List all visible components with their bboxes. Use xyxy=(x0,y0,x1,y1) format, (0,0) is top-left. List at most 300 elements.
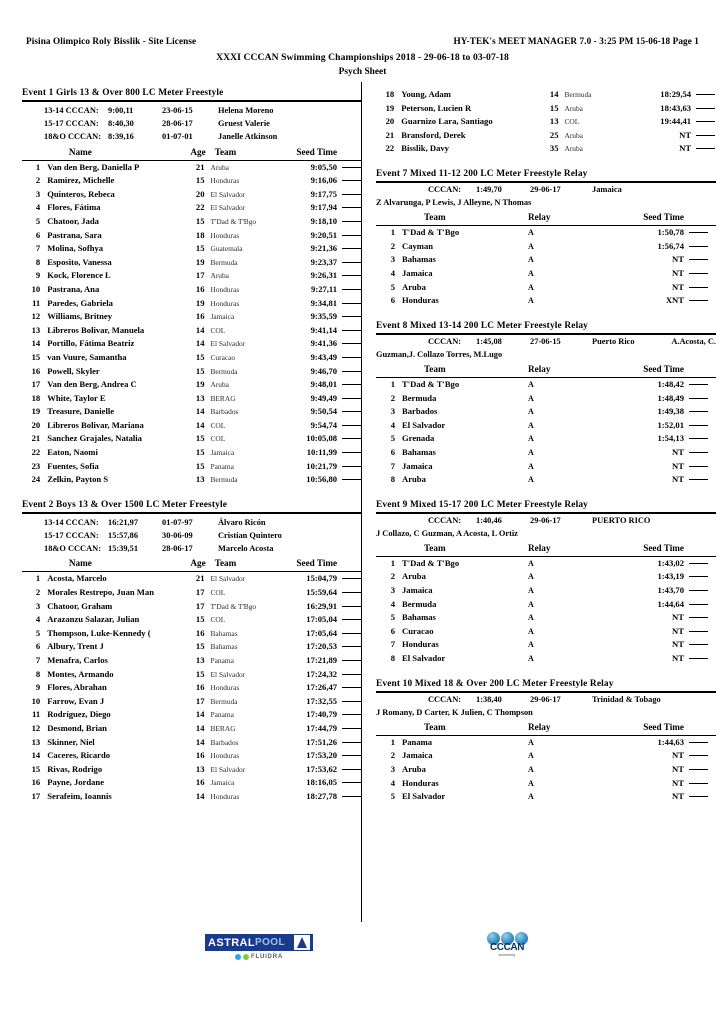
entry-relay-letter: A xyxy=(528,765,534,775)
result-blank-line[interactable] xyxy=(684,777,710,791)
entry-seed-time: 9:17,94 xyxy=(310,202,338,213)
result-blank-line[interactable] xyxy=(691,102,716,116)
entry-team: Honduras xyxy=(210,791,240,801)
event-title: Event 10 Mixed 18 & Over 200 LC Meter Freestyle Relay xyxy=(376,678,614,689)
result-blank-line[interactable] xyxy=(337,337,362,351)
entry-place: 22 xyxy=(385,143,395,154)
entry-place: 5 xyxy=(390,281,395,292)
entry-team: Aruba xyxy=(402,764,426,775)
entry-place: 12 xyxy=(31,723,41,733)
entry-place: 21 xyxy=(31,433,41,444)
entry-name: Guarnizo Lara, Santiago xyxy=(401,116,493,127)
result-blank-line[interactable] xyxy=(337,324,362,338)
record-date: 01-07-97 xyxy=(162,517,193,527)
relay-entry-row xyxy=(376,294,716,308)
entry-relay-letter: A xyxy=(528,255,534,265)
result-blank-line[interactable] xyxy=(684,473,710,487)
result-blank-line[interactable] xyxy=(337,283,362,297)
result-blank-line[interactable] xyxy=(337,174,362,188)
entry-name: Thompson, Luke-Kennedy ( xyxy=(47,627,151,638)
result-blank-line[interactable] xyxy=(337,654,362,668)
entry-age: 15 xyxy=(195,351,205,362)
record-holder: Cristian Quintero xyxy=(218,531,282,541)
entry-name: Libreros Bolivar, Mariana xyxy=(47,419,144,430)
event-block-2-continued xyxy=(376,88,716,156)
entry-age: 21 xyxy=(195,573,205,584)
entry-place: 2 xyxy=(390,750,395,761)
record-holder: Jamaica xyxy=(592,184,622,194)
entry-team: Honduras xyxy=(210,176,240,186)
entry-place: 18 xyxy=(385,89,395,99)
entry-age: 16 xyxy=(195,283,205,294)
col-header-seed: Seed Time xyxy=(296,146,338,157)
entry-place: 13 xyxy=(31,324,41,335)
relay-entry-row xyxy=(376,446,716,460)
result-blank-line[interactable] xyxy=(337,776,362,790)
record-label: CCCAN: xyxy=(428,336,462,346)
result-blank-line[interactable] xyxy=(684,625,710,639)
entry-row xyxy=(22,283,362,297)
record-label: 18&O CCCAN: xyxy=(44,544,101,554)
entry-place: 5 xyxy=(390,791,395,802)
result-blank-line[interactable] xyxy=(337,188,362,202)
entry-seed-time: 18:43,63 xyxy=(660,102,692,113)
entry-team: El Salvador xyxy=(402,419,446,430)
entry-seed-time: 9:26,31 xyxy=(310,270,338,281)
entry-team: Bermuda xyxy=(402,392,437,403)
entry-place: 16 xyxy=(31,365,41,376)
entry-seed-time: 17:21,89 xyxy=(306,655,338,666)
table-header xyxy=(376,210,716,224)
result-blank-line[interactable] xyxy=(691,142,716,156)
entry-relay-letter: A xyxy=(528,792,534,802)
result-blank-line[interactable] xyxy=(337,405,362,419)
entry-relay-letter: A xyxy=(528,393,534,403)
result-blank-line[interactable] xyxy=(684,570,710,584)
entry-name: Williams, Britney xyxy=(47,311,112,322)
result-blank-line[interactable] xyxy=(337,419,362,433)
entry-age: 13 xyxy=(195,392,205,403)
relay-entry-row xyxy=(376,652,716,666)
result-blank-line[interactable] xyxy=(337,378,362,392)
entry-row xyxy=(22,681,362,695)
entry-name: Van den Berg, Daniella P xyxy=(47,161,140,172)
entry-place: 9 xyxy=(35,270,41,281)
entry-age: 15 xyxy=(195,365,205,376)
record-time: 1:49,70 xyxy=(476,184,502,194)
entry-row xyxy=(22,708,362,722)
entry-age: 22 xyxy=(195,202,205,213)
record-label: CCCAN: xyxy=(428,694,462,704)
result-blank-line[interactable] xyxy=(337,446,362,460)
entry-team: Bahamas xyxy=(402,446,436,457)
entry-seed-time: NT xyxy=(672,446,684,457)
entry-place: 17 xyxy=(31,379,41,390)
record-label: 15-17 CCCAN: xyxy=(44,119,99,129)
result-blank-line[interactable] xyxy=(337,392,362,406)
entry-team: COL xyxy=(210,588,226,598)
event-title: Event 2 Boys 13 & Over 1500 LC Meter Freestyle xyxy=(22,499,228,510)
entry-name: Ramirez, Michelle xyxy=(47,175,115,186)
entry-relay-letter: A xyxy=(528,296,534,306)
entry-place: 4 xyxy=(35,202,41,213)
entry-row xyxy=(22,337,362,351)
result-blank-line[interactable] xyxy=(337,736,362,750)
result-blank-line[interactable] xyxy=(337,640,362,654)
entry-team: Aruba xyxy=(564,130,583,140)
entry-team: T'Dad & T'Bgo xyxy=(210,601,257,611)
entry-seed-time: 9:34,81 xyxy=(310,297,338,308)
result-blank-line[interactable] xyxy=(337,600,362,614)
result-blank-line[interactable] xyxy=(684,432,710,446)
entry-place: 1 xyxy=(35,573,41,584)
entry-age: 15 xyxy=(195,614,205,625)
entry-row xyxy=(22,627,362,641)
result-blank-line[interactable] xyxy=(337,201,362,215)
record-row xyxy=(376,335,716,348)
entry-place: 1 xyxy=(35,161,41,172)
astral-triangle-icon xyxy=(294,935,310,950)
entry-row xyxy=(22,161,362,175)
relay-entry-row xyxy=(376,736,716,750)
entry-team: T'Dad & T'Bgo xyxy=(402,557,460,568)
entry-place: 18 xyxy=(31,392,41,403)
record-row xyxy=(22,104,362,117)
entry-name: Skinner, Niel xyxy=(47,736,95,747)
record-label: 13-14 CCCAN: xyxy=(44,517,99,527)
entry-seed-time: NT xyxy=(672,639,684,650)
entry-seed-time: 18:16,05 xyxy=(306,777,338,788)
result-blank-line[interactable] xyxy=(684,611,710,625)
result-blank-line[interactable] xyxy=(337,681,362,695)
entry-age: 16 xyxy=(195,777,205,788)
entry-row xyxy=(22,473,362,487)
relay-entry-row xyxy=(376,790,716,804)
entry-place: 1 xyxy=(390,227,395,238)
entry-seed-time: NT xyxy=(672,281,684,292)
result-blank-line[interactable] xyxy=(684,253,710,267)
result-blank-line[interactable] xyxy=(691,88,716,102)
entry-name: van Vuure, Samantha xyxy=(47,351,127,362)
entry-team: Cayman xyxy=(402,240,434,251)
entry-place: 6 xyxy=(390,625,395,636)
result-blank-line[interactable] xyxy=(684,226,710,240)
entry-age: 17 xyxy=(195,600,205,611)
result-blank-line[interactable] xyxy=(337,351,362,365)
result-blank-line[interactable] xyxy=(337,790,362,804)
result-blank-line[interactable] xyxy=(684,584,710,598)
entry-place: 2 xyxy=(390,571,395,582)
result-blank-line[interactable] xyxy=(337,297,362,311)
entry-row xyxy=(22,229,362,243)
result-blank-line[interactable] xyxy=(684,419,710,433)
col-header-place xyxy=(376,362,402,376)
entry-row xyxy=(22,269,362,283)
entry-team: El Salvador xyxy=(210,203,246,213)
event-block-10 xyxy=(376,679,716,804)
fluidra-subbrand xyxy=(205,954,313,960)
result-blank-line[interactable] xyxy=(684,267,710,281)
entry-age: 14 xyxy=(195,723,205,733)
result-blank-line[interactable] xyxy=(337,473,362,487)
entry-team: El Salvador xyxy=(210,764,246,774)
col-header-place xyxy=(376,541,402,555)
record-list xyxy=(22,104,362,144)
entry-relay-letter: A xyxy=(528,737,534,747)
entry-seed-time: 1:54,13 xyxy=(657,433,684,444)
entry-relay-letter: A xyxy=(528,407,534,417)
result-blank-line[interactable] xyxy=(337,215,362,229)
result-blank-line[interactable] xyxy=(337,432,362,446)
entry-team: Bermuda xyxy=(210,475,238,485)
entry-place: 3 xyxy=(35,188,41,199)
entry-seed-time: 10:21,79 xyxy=(306,460,338,471)
entry-team: Aruba xyxy=(210,271,229,281)
entry-relay-letter: A xyxy=(528,751,534,761)
entry-relay-letter: A xyxy=(528,282,534,292)
result-blank-line[interactable] xyxy=(684,652,710,666)
record-label: 15-17 CCCAN: xyxy=(44,531,99,541)
relay-entry-row xyxy=(376,432,716,446)
result-blank-line[interactable] xyxy=(337,708,362,722)
entry-place: 11 xyxy=(32,709,41,720)
entry-place: 6 xyxy=(390,446,395,457)
entry-team: Jamaica xyxy=(210,778,235,788)
entry-age: 14 xyxy=(195,709,205,720)
result-blank-line[interactable] xyxy=(337,613,362,627)
entry-name: Desmond, Brian xyxy=(47,723,107,733)
entry-age: 15 xyxy=(195,460,205,471)
col-header-seed: Seed Time xyxy=(643,212,684,223)
entry-age: 21 xyxy=(195,161,205,172)
result-blank-line[interactable] xyxy=(684,557,710,571)
result-blank-line[interactable] xyxy=(337,460,362,474)
result-blank-line[interactable] xyxy=(684,749,710,763)
entry-team: Honduras xyxy=(210,751,240,761)
entry-team: Honduras xyxy=(402,295,439,306)
relay-entry-row xyxy=(376,473,716,487)
entry-seed-time: 9:16,06 xyxy=(310,175,338,186)
entry-age: 15 xyxy=(549,102,559,113)
entry-age: 15 xyxy=(195,175,205,186)
result-blank-line[interactable] xyxy=(337,695,362,709)
result-blank-line[interactable] xyxy=(337,310,362,324)
entry-relay-letter: A xyxy=(528,778,534,788)
entry-row xyxy=(22,297,362,311)
entry-team: Jamaica xyxy=(210,312,235,322)
result-blank-line[interactable] xyxy=(337,586,362,600)
entry-list xyxy=(376,736,716,804)
result-blank-line[interactable] xyxy=(684,392,710,406)
result-blank-line[interactable] xyxy=(337,269,362,283)
entry-team: T'Dad & T'Bgo xyxy=(210,216,257,226)
record-date: 23-06-15 xyxy=(162,106,193,115)
table-header xyxy=(376,362,716,376)
entry-team: Panama xyxy=(210,710,234,720)
entry-place: 8 xyxy=(35,668,41,679)
entry-seed-time: 17:05,04 xyxy=(306,614,338,625)
entry-team: Grenada xyxy=(402,433,435,444)
entry-place: 20 xyxy=(385,116,395,127)
entry-age: 14 xyxy=(195,419,205,430)
entry-age: 14 xyxy=(549,89,559,99)
col-header-team: Team xyxy=(424,212,446,223)
result-blank-line[interactable] xyxy=(684,446,710,460)
entry-row xyxy=(22,351,362,365)
result-blank-line[interactable] xyxy=(337,242,362,256)
software-stamp: HY-TEK's MEET MANAGER 7.0 - 3:25 PM 15-06-18 Page 1 xyxy=(453,36,699,46)
col-header-age: Age xyxy=(190,146,206,157)
entry-place: 2 xyxy=(390,240,395,251)
result-blank-line[interactable] xyxy=(691,115,716,129)
entry-name: Morales Restrepo, Juan Man xyxy=(47,587,154,598)
record-row xyxy=(22,529,362,542)
result-blank-line[interactable] xyxy=(684,281,710,295)
result-blank-line[interactable] xyxy=(337,749,362,763)
col-header-blank xyxy=(684,720,710,734)
result-blank-line[interactable] xyxy=(684,763,710,777)
record-row xyxy=(22,130,362,143)
result-blank-line[interactable] xyxy=(684,598,710,612)
fluidra-dot-icon xyxy=(235,954,241,960)
entry-place: 3 xyxy=(390,254,395,265)
entry-place: 1 xyxy=(390,378,395,389)
entry-seed-time: 9:50,54 xyxy=(310,406,338,417)
entry-relay-letter: A xyxy=(528,447,534,457)
entry-age: 13 xyxy=(195,655,205,666)
entry-seed-time: 18:27,78 xyxy=(306,790,338,801)
entry-age: 13 xyxy=(195,763,205,774)
table-header xyxy=(376,541,716,555)
entry-age: 16 xyxy=(195,682,205,693)
entry-team: El Salvador xyxy=(210,189,246,199)
result-blank-line[interactable] xyxy=(691,129,716,143)
entry-age: 19 xyxy=(195,256,205,267)
result-blank-line[interactable] xyxy=(684,460,710,474)
record-date: 28-06-17 xyxy=(162,119,193,129)
entry-name: Molina, Sofhya xyxy=(47,243,104,254)
result-blank-line[interactable] xyxy=(684,240,710,254)
entry-seed-time: 9:48,01 xyxy=(310,379,338,390)
relay-entry-row xyxy=(376,419,716,433)
col-header-relay: Relay xyxy=(528,721,551,732)
entry-seed-time: 17:44,79 xyxy=(306,723,338,733)
entry-name: Bisslik, Davy xyxy=(401,143,449,154)
entry-team: Panama xyxy=(210,656,234,666)
entry-age: 14 xyxy=(195,406,205,417)
entry-row xyxy=(22,201,362,215)
record-holder: Janelle Atkinson xyxy=(218,132,278,142)
result-blank-line[interactable] xyxy=(337,722,362,736)
result-blank-line[interactable] xyxy=(337,572,362,586)
entry-seed-time: 9:20,51 xyxy=(310,229,338,240)
result-blank-line[interactable] xyxy=(337,256,362,270)
fluidra-dot-green-icon xyxy=(243,954,249,960)
result-blank-line[interactable] xyxy=(337,763,362,777)
entry-seed-time: NT xyxy=(672,653,684,664)
col-header-relay: Relay xyxy=(528,363,551,374)
result-blank-line[interactable] xyxy=(684,378,710,392)
entry-name: Portillo, Fátima Beatriz xyxy=(47,338,135,349)
entry-seed-time: NT xyxy=(672,254,684,265)
entry-seed-time: NT xyxy=(672,764,684,775)
entry-team: Bahamas xyxy=(210,642,238,652)
entry-age: 14 xyxy=(195,736,205,747)
entry-team: Aruba xyxy=(210,380,229,390)
entry-team: El Salvador xyxy=(210,574,246,584)
entry-seed-time: 10:05,08 xyxy=(306,433,338,444)
result-blank-line[interactable] xyxy=(684,405,710,419)
entry-team: Bermuda xyxy=(402,598,437,609)
result-blank-line[interactable] xyxy=(684,790,710,804)
col-header-blank xyxy=(337,145,362,159)
event-title: Event 9 Mixed 15-17 200 LC Meter Freestyle Relay xyxy=(376,499,589,510)
result-blank-line[interactable] xyxy=(337,627,362,641)
entry-seed-time: 17:53,20 xyxy=(306,750,338,761)
astralpool-wordmark xyxy=(205,934,313,951)
entry-team: COL xyxy=(210,420,226,430)
entry-team: Aruba xyxy=(402,474,426,485)
entry-team: COL xyxy=(564,117,580,127)
result-blank-line[interactable] xyxy=(684,294,710,308)
entry-age: 17 xyxy=(195,695,205,706)
entry-row xyxy=(22,600,362,614)
entry-place: 4 xyxy=(35,614,41,625)
entry-team: Jamaica xyxy=(402,750,433,761)
entry-row xyxy=(22,695,362,709)
entry-seed-time: NT xyxy=(672,474,684,485)
astralpool-logo xyxy=(205,934,313,960)
col-header-team: Team xyxy=(214,146,237,157)
record-label: 13-14 CCCAN: xyxy=(44,106,99,115)
col-header-seed: Seed Time xyxy=(643,721,684,732)
entry-seed-time: 1:44,64 xyxy=(657,598,684,609)
entry-place: 11 xyxy=(32,297,41,308)
entry-team: T'Dad & T'Bgo xyxy=(402,227,460,238)
entry-name: Serafeim, Ioannis xyxy=(47,790,112,801)
entry-team: Aruba xyxy=(210,162,229,172)
entry-row xyxy=(22,776,362,790)
relay-entry-row xyxy=(376,598,716,612)
entry-name: Payne, Jordane xyxy=(47,777,105,788)
result-blank-line[interactable] xyxy=(337,229,362,243)
entry-age: 20 xyxy=(195,188,205,199)
entry-seed-time: 9:43,49 xyxy=(310,351,338,362)
entry-team: Aruba xyxy=(402,571,426,582)
record-holder: Gruest Valerie xyxy=(218,119,270,129)
entry-list xyxy=(376,226,716,308)
entry-seed-time: 9:05,50 xyxy=(310,161,338,172)
col-header-blank xyxy=(684,541,710,555)
result-blank-line[interactable] xyxy=(337,161,362,175)
col-header-team: Team xyxy=(424,542,446,553)
entry-age: 13 xyxy=(195,474,205,485)
col-header-blank xyxy=(337,556,362,570)
entry-age: 15 xyxy=(195,641,205,652)
record-list xyxy=(22,516,362,556)
license-text: Pisina Olimpico Roly Bisslik - Site License xyxy=(26,36,197,46)
entry-seed-time: NT xyxy=(679,129,692,140)
entry-team: Honduras xyxy=(210,230,240,240)
entry-place: 7 xyxy=(35,243,41,254)
result-blank-line[interactable] xyxy=(337,365,362,379)
report-title: Psych Sheet xyxy=(338,67,387,77)
result-blank-line[interactable] xyxy=(684,736,710,750)
result-blank-line[interactable] xyxy=(337,668,362,682)
result-blank-line[interactable] xyxy=(684,638,710,652)
entry-seed-time: NT xyxy=(672,791,684,802)
col-header-team: Team xyxy=(424,721,446,732)
